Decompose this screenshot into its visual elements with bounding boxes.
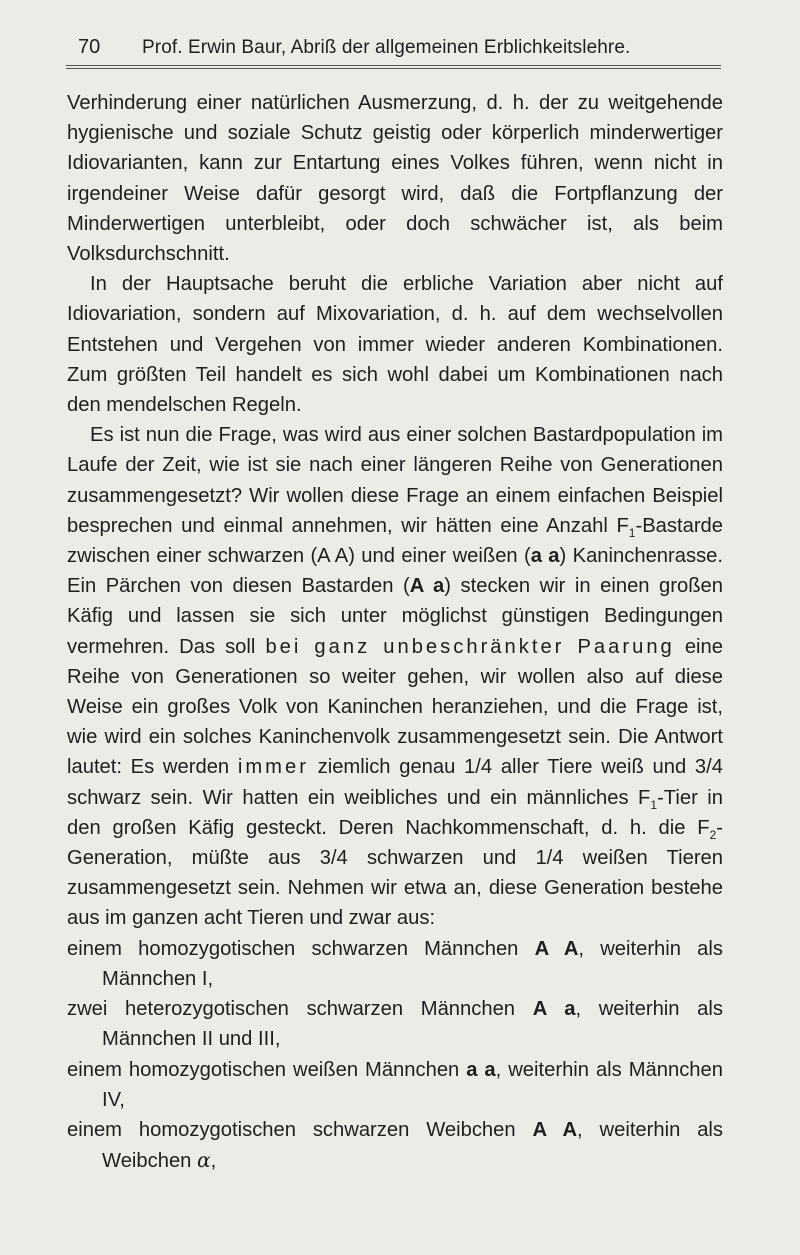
list-item: einem homozygotischen weißen Männchen a a, weiterhin als Männchen IV, — [67, 1058, 723, 1111]
genotype: A A — [532, 1118, 578, 1141]
subscript: 2 — [709, 827, 717, 842]
genotype: a a — [466, 1058, 496, 1081]
paragraph: In der Hauptsache beruht die erbliche Variation aber nicht auf Idiovariation, sondern auf Mixovariation, d. h. auf dem wechselvollen Entstehen und Vergehen von immer wieder anderen Kombinationen. Zum größten Teil handelt es sich wohl dabei um Kombinationen nach den mendelschen Regeln. — [67, 273, 723, 417]
paragraph: Verhinderung einer natürlichen Ausmerzung, d. h. der zu weitgehende hygienische und soziale Schutz geistig oder körperlich minderwertiger Idiovarianten, kann zur Entartung eines Volkes führen, wenn nicht in irgendeiner Weise dafür gesorgt wird, daß die Fortpflanzung der Minderwertigen unterbleibt, oder doch schwächer ist, als beim Volksdurchschnitt. — [67, 92, 723, 266]
genotype: A a — [532, 998, 576, 1021]
genotype: a a — [530, 545, 560, 568]
fraction: 3/4 — [694, 756, 723, 779]
body-text — [67, 88, 723, 1176]
subscript: 1 — [628, 525, 636, 540]
list-item: einem homozygotischen schwarzen Männchen A A, weiterhin als Männchen I, — [67, 937, 723, 990]
paragraph: Es ist nun die Frage, was wird aus einer solchen Bastardpopulation im Laufe der Zeit, wie ist sie nach einer längeren Reihe von Generationen zusammengesetzt? Wir wollen diese Frage an einem einfachen Beispiel besprechen und einmal annehmen, wir hätten eine Anzahl $F_1$-Bastarde zwischen einer schwarzen (A A) und einer weißen (a a) Kaninchenrasse. Ein Pärchen von diesen Bastarden (A a) stecken wir in einen großen Käfig und lassen sie sich unter möglichst günstigen Bedingungen vermehren. Das soll bei ganz unbeschränkter Paarung eine Reihe von Generationen so weiter gehen, wir wollen also auf diese Weise ein großes Volk von Kaninchen heranziehen, und die Frage ist, wie wird ein solches Kaninchenvolk zusammengesetzt sein. Die Antwort lautet: Es werden immer ziemlich genau 1/4 aller Tiere weiß und 3/4 schwarz sein. Wir hatten ein weibliches und ein männliches $F_1$-Tier in den großen Käfig gesteckt. Deren Nachkommenschaft, d. h. die $F_2$-Generation, müßte aus 3/4 schwarzen und 1/4 weißen Tieren zusammengesetzt sein. Nehmen wir etwa an, diese Generation bestehe aus im ganzen acht Tieren und zwar aus: — [67, 424, 724, 930]
spaced-emphasis: bei ganz unbeschränkter Paarung — [265, 635, 675, 658]
greek-letter: α — [197, 1148, 211, 1173]
fraction: 3/4 — [319, 847, 348, 870]
header-rule — [66, 68, 721, 69]
page-header — [66, 32, 721, 62]
page-number: 70 — [78, 36, 101, 58]
genotype: A A — [534, 937, 579, 960]
fraction: 1/4 — [535, 847, 564, 870]
header-rule — [66, 65, 721, 66]
list-item: einem homozygotischen schwarzen Weibchen A A, weiterhin als Weibchen α, — [67, 1118, 724, 1173]
subscript: 1 — [650, 797, 658, 812]
running-title: Prof. Erwin Baur, Abriß der allgemeinen Erblichkeitslehre. — [142, 37, 631, 58]
genotype: A a — [409, 575, 445, 598]
spaced-emphasis: immer — [237, 756, 309, 779]
fraction: 1/4 — [464, 756, 493, 779]
list-item: zwei heterozygotischen schwarzen Männchen A a, weiterhin als Männchen II und III, — [67, 998, 723, 1051]
